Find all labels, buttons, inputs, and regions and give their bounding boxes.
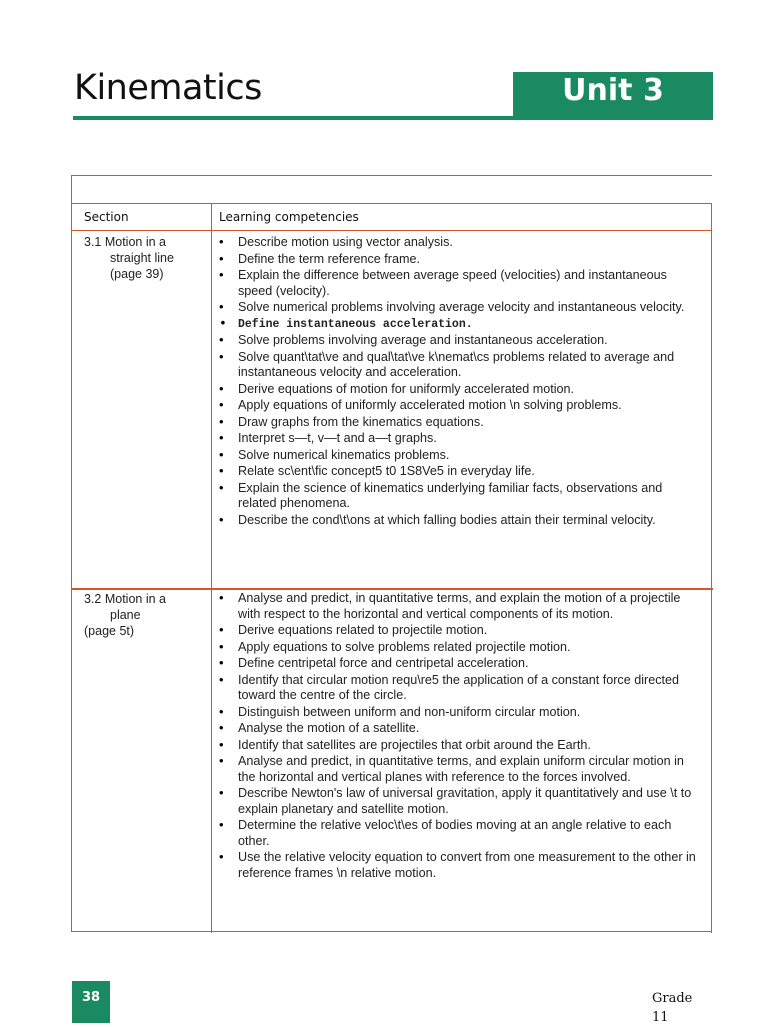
list-item: • Distinguish between uniform and non-uniform circular motion. bbox=[216, 705, 696, 721]
list-item: • Explain the difference between average speed (velocities) and instantaneous speed (velocity). bbox=[216, 268, 696, 299]
list-item: • Solve quant\tat\ve and qual\tat\ve k\nemat\cs problems related to average and instantaneous velocity and acceleration. bbox=[216, 350, 696, 381]
list-item: • Apply equations to solve problems related projectile motion. bbox=[216, 640, 696, 656]
page-number-badge: 38 bbox=[72, 981, 110, 1023]
table-blank-row bbox=[72, 176, 713, 203]
header-rule bbox=[73, 116, 713, 120]
list-item: • Analyse and predict, in quantitative terms, and explain the motion of a projectile with respect to the horizontal and vertical components of its motion. bbox=[216, 591, 696, 622]
list-item: • Define centripetal force and centripetal acceleration. bbox=[216, 656, 696, 672]
grade-label bbox=[652, 989, 692, 1027]
list-item: • Describe motion using vector analysis. bbox=[216, 235, 696, 251]
section-title-cont: plane bbox=[110, 608, 141, 622]
list-item: • Define instantaneous acceleration. bbox=[216, 317, 696, 333]
competency-list-3-2 bbox=[216, 591, 696, 882]
grade-label-text: Grade bbox=[652, 991, 693, 1006]
section-cell-3-2 bbox=[84, 591, 166, 639]
list-item: • Derive equations related to projectile motion. bbox=[216, 623, 696, 639]
list-item: • Analyse and predict, in quantitative terms, and explain uniform circular motion in the horizontal and vertical planes with reference to the forces involved. bbox=[216, 754, 696, 785]
list-item: • Identify that satellites are projectiles that orbit around the Earth. bbox=[216, 738, 696, 754]
list-item: • Solve numerical problems involving average velocity and instantaneous velocity. bbox=[216, 300, 696, 316]
grade-value: 11 bbox=[652, 1010, 669, 1025]
list-item: • Identify that circular motion requ\re5 the application of a constant force directed toward the centre of the circle. bbox=[216, 673, 696, 704]
list-item: • Relate sc\ent\fic concept5 t0 1S8Ve5 in everyday life. bbox=[216, 464, 696, 480]
competency-list-3-1 bbox=[216, 235, 696, 529]
list-item: • Solve problems involving average and instantaneous acceleration. bbox=[216, 333, 696, 349]
list-item: • Determine the relative veloc\t\es of bodies moving at an angle relative to each other. bbox=[216, 818, 696, 849]
list-item: • Explain the science of kinematics underlying familiar facts, observations and related phenomena. bbox=[216, 481, 696, 512]
column-divider bbox=[211, 203, 212, 933]
column-header-competencies: Learning competencies bbox=[219, 210, 359, 224]
competencies-table bbox=[71, 175, 712, 932]
list-item: • Describe Newton's law of universal gravitation, apply it quantitatively and use \t to explain planetary and satellite motion. bbox=[216, 786, 696, 817]
row-divider bbox=[72, 588, 713, 590]
list-item: • Interpret s—t, v—t and a—t graphs. bbox=[216, 431, 696, 447]
list-item: • Analyse the motion of a satellite. bbox=[216, 721, 696, 737]
list-item: • Use the relative velocity equation to convert from one measurement to the other in reference frames \n relative motion. bbox=[216, 850, 696, 881]
section-page-ref: (page 5t) bbox=[84, 624, 135, 638]
section-title: 3.2 Motion in a bbox=[84, 592, 166, 606]
table-right-border bbox=[711, 203, 713, 933]
table-header-row bbox=[72, 203, 712, 231]
column-header-section: Section bbox=[84, 210, 129, 224]
section-page-ref: (page 39) bbox=[110, 267, 164, 281]
list-item: • Describe the cond\t\ons at which falling bodies attain their terminal velocity. bbox=[216, 513, 696, 529]
section-title-cont: straight line bbox=[110, 251, 174, 265]
list-item: • Define the term reference frame. bbox=[216, 252, 696, 268]
section-title: 3.1 Motion in a bbox=[84, 235, 166, 249]
unit-badge: Unit 3 bbox=[513, 72, 713, 117]
list-item: • Draw graphs from the kinematics equations. bbox=[216, 415, 696, 431]
list-item: • Solve numerical kinematics problems. bbox=[216, 448, 696, 464]
section-cell-3-1 bbox=[84, 234, 174, 282]
list-item: • Apply equations of uniformly accelerated motion \n solving problems. bbox=[216, 398, 696, 414]
list-item: • Derive equations of motion for uniformly accelerated motion. bbox=[216, 382, 696, 398]
page-title: Kinematics bbox=[74, 68, 262, 108]
